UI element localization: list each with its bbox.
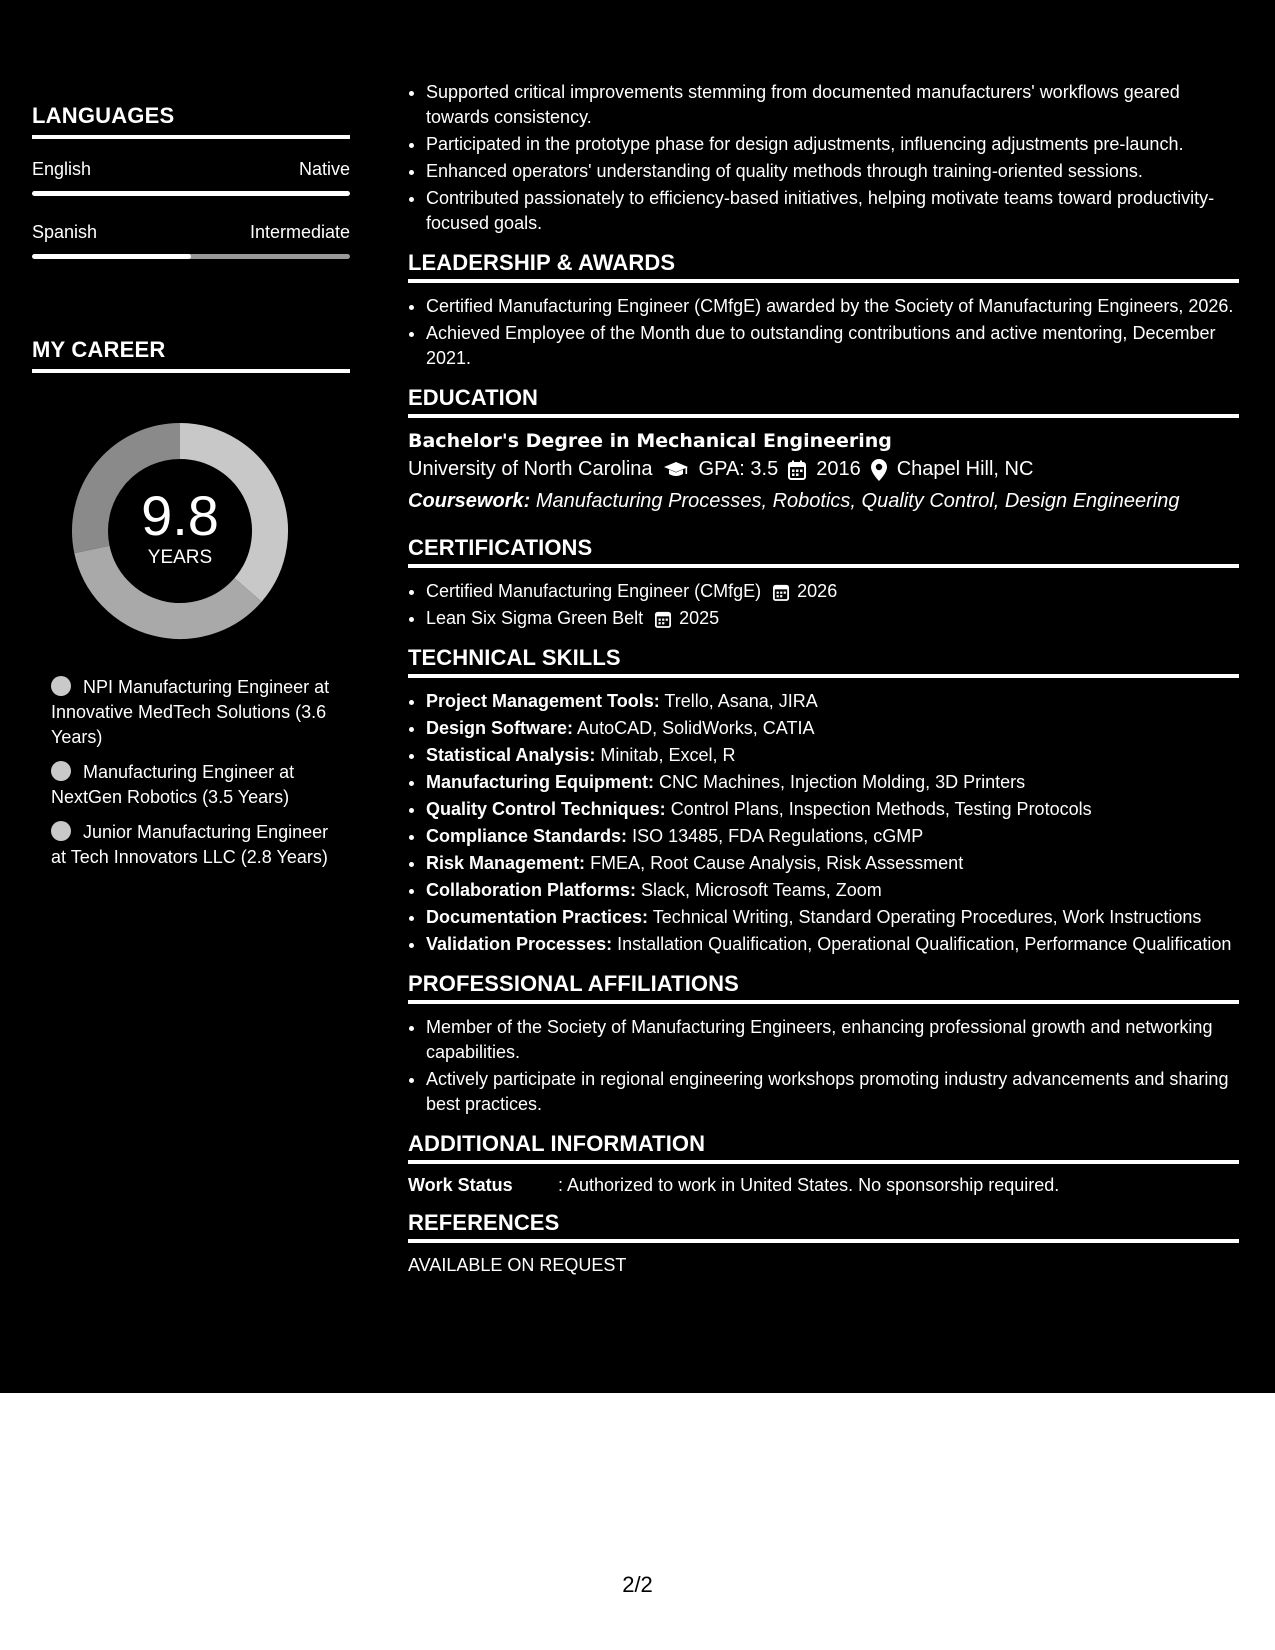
left-column xyxy=(32,103,350,880)
calendar-icon xyxy=(773,583,789,601)
language-name: Spanish xyxy=(32,222,98,242)
list-item: • Quality Control Techniques: Control Plans, Inspection Methods, Testing Protocols xyxy=(426,797,1239,822)
language-english xyxy=(32,159,350,196)
coursework-value: Manufacturing Processes, Robotics, Quality Control, Design Engineering xyxy=(535,490,1180,512)
graduation-cap-icon xyxy=(663,460,689,480)
certification-name: • Certified Manufacturing Engineer (CMfgE) xyxy=(426,581,762,601)
education-year: 2016 xyxy=(816,458,861,480)
references-title: REFERENCES xyxy=(408,1210,1239,1243)
career-list xyxy=(32,675,341,870)
language-proficiency-fill xyxy=(32,254,191,259)
page-number: 2/2 xyxy=(622,1572,653,1597)
affiliations-title: PROFESSIONAL AFFILIATIONS xyxy=(408,971,1239,1004)
language-proficiency-bar xyxy=(32,191,350,196)
education-title: EDUCATION xyxy=(408,385,1239,418)
list-item: • Participated in the prototype phase for design adjustments, influencing adjustments pre-launch. xyxy=(426,132,1239,157)
list-item: • Actively participate in regional engineering workshops promoting industry advancements and sharing best practices. xyxy=(426,1067,1239,1117)
list-item: • Documentation Practices: Technical Writing, Standard Operating Procedures, Work Instructions xyxy=(426,905,1239,930)
list-item: • Supported critical improvements stemming from documented manufacturers' workflows geared towards consistency. xyxy=(426,80,1239,130)
list-item: • Statistical Analysis: Minitab, Excel, R xyxy=(426,743,1239,768)
career-title: MY CAREER xyxy=(32,337,350,373)
certification-year: 2026 xyxy=(797,581,838,601)
education-school: University of North Carolina xyxy=(408,458,653,480)
education-degree: Bachelor's Degree in Mechanical Engineering xyxy=(408,430,892,452)
education-location: Chapel Hill, NC xyxy=(896,458,1034,480)
list-item xyxy=(426,579,1239,604)
career-item: Junior Manufacturing Engineer at Tech Innovators LLC (2.8 Years) xyxy=(51,822,329,867)
languages-title: LANGUAGES xyxy=(32,103,350,139)
work-status-row xyxy=(408,1175,1239,1196)
skills-title: TECHNICAL SKILLS xyxy=(408,645,1239,678)
certification-year: 2025 xyxy=(679,608,720,628)
affiliations-list xyxy=(408,1015,1239,1117)
leadership-title: LEADERSHIP & AWARDS xyxy=(408,250,1239,283)
education-coursework xyxy=(408,490,1239,513)
language-level: Native xyxy=(298,159,350,179)
career-item: Manufacturing Engineer at NextGen Robotics (3.5 Years) xyxy=(51,762,295,807)
education-details xyxy=(408,458,1239,481)
coursework-label: Coursework: xyxy=(408,490,531,512)
list-item: • Collaboration Platforms: Slack, Microsoft Teams, Zoom xyxy=(426,878,1239,903)
certifications-list xyxy=(408,579,1239,631)
list-item: • Compliance Standards: ISO 13485, FDA Regulations, cGMP xyxy=(426,824,1239,849)
bullet-dot-icon xyxy=(51,821,71,841)
list-item: • Member of the Society of Manufacturing Engineers, enhancing professional growth and networking capabilities. xyxy=(426,1015,1239,1065)
bullet-dot-icon xyxy=(51,676,71,696)
map-pin-icon xyxy=(871,459,887,481)
list-item: • Risk Management: FMEA, Root Cause Analysis, Risk Assessment xyxy=(426,851,1239,876)
career-total-label: YEARS xyxy=(147,547,213,568)
additional-info-title: ADDITIONAL INFORMATION xyxy=(408,1131,1239,1164)
bullet-dot-icon xyxy=(51,761,71,781)
list-item: • Contributed passionately to efficiency-based initiatives, helping motivate teams toward productivity-focused goals. xyxy=(426,186,1239,236)
work-status-key: Work Status xyxy=(408,1175,513,1195)
list-item: • Achieved Employee of the Month due to outstanding contributions and active mentoring, December 2021. xyxy=(426,321,1239,371)
certifications-title: CERTIFICATIONS xyxy=(408,535,1239,568)
education-gpa: GPA: 3.5 xyxy=(698,458,779,480)
references-text: AVAILABLE ON REQUEST xyxy=(408,1255,627,1275)
list-item xyxy=(426,606,1239,631)
career-item: NPI Manufacturing Engineer at Innovative MedTech Solutions (3.6 Years) xyxy=(51,677,330,747)
right-column xyxy=(408,80,1239,1276)
language-proficiency-fill xyxy=(32,191,350,196)
list-item: • Design Software: AutoCAD, SolidWorks, CATIA xyxy=(426,716,1239,741)
language-spanish xyxy=(32,222,350,259)
calendar-icon xyxy=(655,610,671,628)
list-item: • Manufacturing Equipment: CNC Machines, Injection Molding, 3D Printers xyxy=(426,770,1239,795)
language-level: Intermediate xyxy=(249,222,350,242)
certification-name: • Lean Six Sigma Green Belt xyxy=(426,608,644,628)
list-item: • Enhanced operators' understanding of quality methods through training-oriented sessions. xyxy=(426,159,1239,184)
career-donut-chart xyxy=(66,417,294,645)
experience-bullets xyxy=(408,80,1239,236)
career-total-value: 9.8 xyxy=(141,484,219,547)
skills-list xyxy=(408,689,1239,957)
work-status-value: : Authorized to work in United States. No sponsorship required. xyxy=(558,1175,1060,1195)
leadership-list xyxy=(408,294,1239,371)
language-name: English xyxy=(32,159,92,179)
list-item: • Project Management Tools: Trello, Asana, JIRA xyxy=(426,689,1239,714)
list-item: • Certified Manufacturing Engineer (CMfgE) awarded by the Society of Manufacturing Engineers, 2026. xyxy=(426,294,1239,319)
language-proficiency-bar xyxy=(32,254,350,259)
calendar-icon xyxy=(788,460,806,480)
list-item: • Validation Processes: Installation Qualification, Operational Qualification, Performance Qualification xyxy=(426,932,1239,957)
